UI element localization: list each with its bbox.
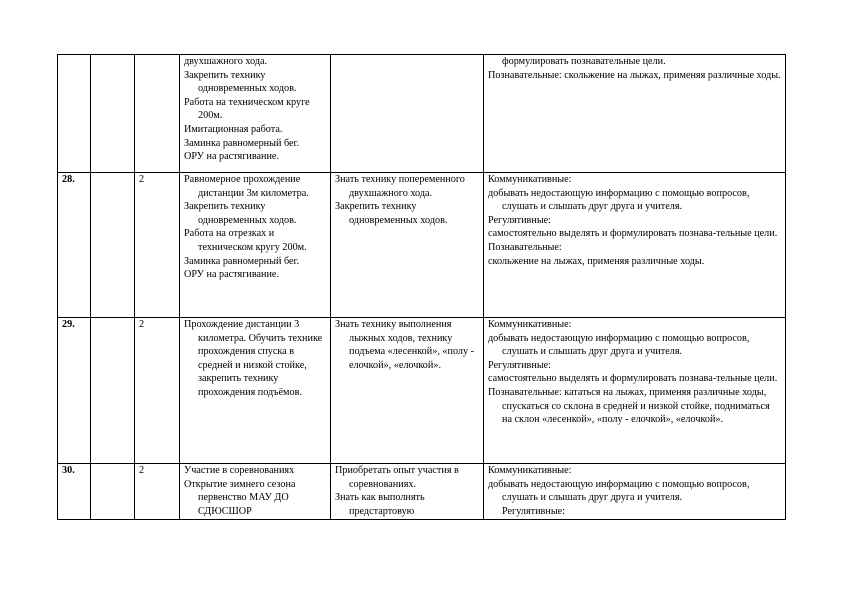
hours-cell: 2 [135, 464, 180, 520]
empty-cell [91, 55, 135, 173]
uud-cell [484, 464, 786, 520]
content-line: Заминка равномерный бег. [184, 255, 300, 267]
goal-line: Приобретать опыт участия в соревнованиях. [335, 465, 459, 490]
content-line: двухшажного хода. [184, 56, 268, 67]
hours-cell [135, 55, 180, 173]
lesson-number-cell: 30. [58, 464, 91, 520]
content-cell [180, 55, 331, 173]
empty-cell [91, 173, 135, 318]
uud-line: добывать недостающую информацию с помощью вопросов, слушать и слышать друг друга и учителя. [488, 187, 750, 213]
table-row [58, 55, 786, 173]
content-line: Прохождение дистанции 3 километра. Обучить технике прохождения спуска в средней и низкой стойке, закрепить технику прохождения подъёмов. [184, 319, 323, 398]
content-line: Участие в соревнованиях [184, 465, 295, 476]
uud-line: Коммуникативные: [488, 465, 572, 476]
lesson-plan-table [57, 54, 786, 520]
uud-line: добывать недостающую информацию с помощью вопросов, слушать и слышать друг друга и учителя. [488, 478, 750, 504]
uud-cell [484, 173, 786, 318]
uud-cell [484, 55, 786, 173]
content-line: Закрепить технику одновременных ходов. [184, 69, 297, 95]
content-cell [180, 464, 331, 520]
content-line: Равномерное прохождение дистанции 3м километра. [184, 174, 309, 199]
uud-line: Регулятивные: [502, 505, 566, 517]
lesson-number-cell: 29. [58, 318, 91, 464]
goals-cell [331, 318, 484, 464]
goal-line: Знать технику попеременного двухшажного хода. [335, 174, 465, 199]
lesson-number-cell: 28. [58, 173, 91, 318]
uud-line: самостоятельно выделять и формулировать познава-тельные цели. [488, 228, 778, 240]
hours-cell: 2 [135, 173, 180, 318]
uud-cell [484, 318, 786, 464]
goals-cell [331, 464, 484, 520]
uud-line: Познавательные: скольжение на лыжах, применяя различные ходы. [488, 69, 781, 81]
goal-line: Знать как выполнять предстартовую [335, 492, 425, 517]
goal-line: Знать технику выполнения лыжных ходов, технику подъема «лесенкой», «полу - елочкой», «елочкой». [335, 319, 475, 371]
hours-cell: 2 [135, 318, 180, 464]
uud-line: Регулятивные: [488, 359, 552, 371]
table-row [58, 464, 786, 520]
content-line: ОРУ на растягивание. [184, 151, 279, 163]
uud-line: Регулятивные: [488, 214, 552, 226]
content-line: Открытие зимнего сезона первенство МАУ ДО СДЮСШОР [184, 478, 296, 517]
uud-line: Коммуникативные: [488, 319, 572, 330]
content-line: Заминка равномерный бег. [184, 137, 300, 149]
uud-line: формулировать познавательные цели. [502, 56, 666, 67]
goals-cell [331, 55, 484, 173]
empty-cell [91, 464, 135, 520]
empty-cell [91, 318, 135, 464]
content-line: Имитационная работа. [184, 123, 283, 135]
lesson-number-cell [58, 55, 91, 173]
content-cell [180, 318, 331, 464]
goals-cell [331, 173, 484, 318]
content-line: Работа на техническом круге 200м. [184, 96, 310, 122]
content-line: Закрепить технику одновременных ходов. [184, 201, 297, 226]
uud-line: Коммуникативные: [488, 174, 572, 185]
uud-line: Познавательные: кататься на лыжах, применяя различные ходы, спускаться со склона в средней и низкой стойке, подниматься на склон «лесенкой», «полу - елочкой», «елочкой». [488, 386, 770, 426]
table-row [58, 318, 786, 464]
content-cell [180, 173, 331, 318]
table-row [58, 173, 786, 318]
uud-line: добывать недостающую информацию с помощью вопросов, слушать и слышать друг друга и учителя. [488, 332, 750, 358]
uud-line: самостоятельно выделять и формулировать познава-тельные цели. [488, 373, 778, 385]
uud-line: скольжение на лыжах, применяя различные ходы. [488, 255, 705, 267]
content-line: Работа на отрезках и техническом кругу 200м. [184, 228, 307, 253]
uud-line: Познавательные: [488, 241, 562, 253]
content-line: ОРУ на растягивание. [184, 269, 279, 281]
goal-line: Закрепить технику одновременных ходов. [335, 201, 448, 226]
